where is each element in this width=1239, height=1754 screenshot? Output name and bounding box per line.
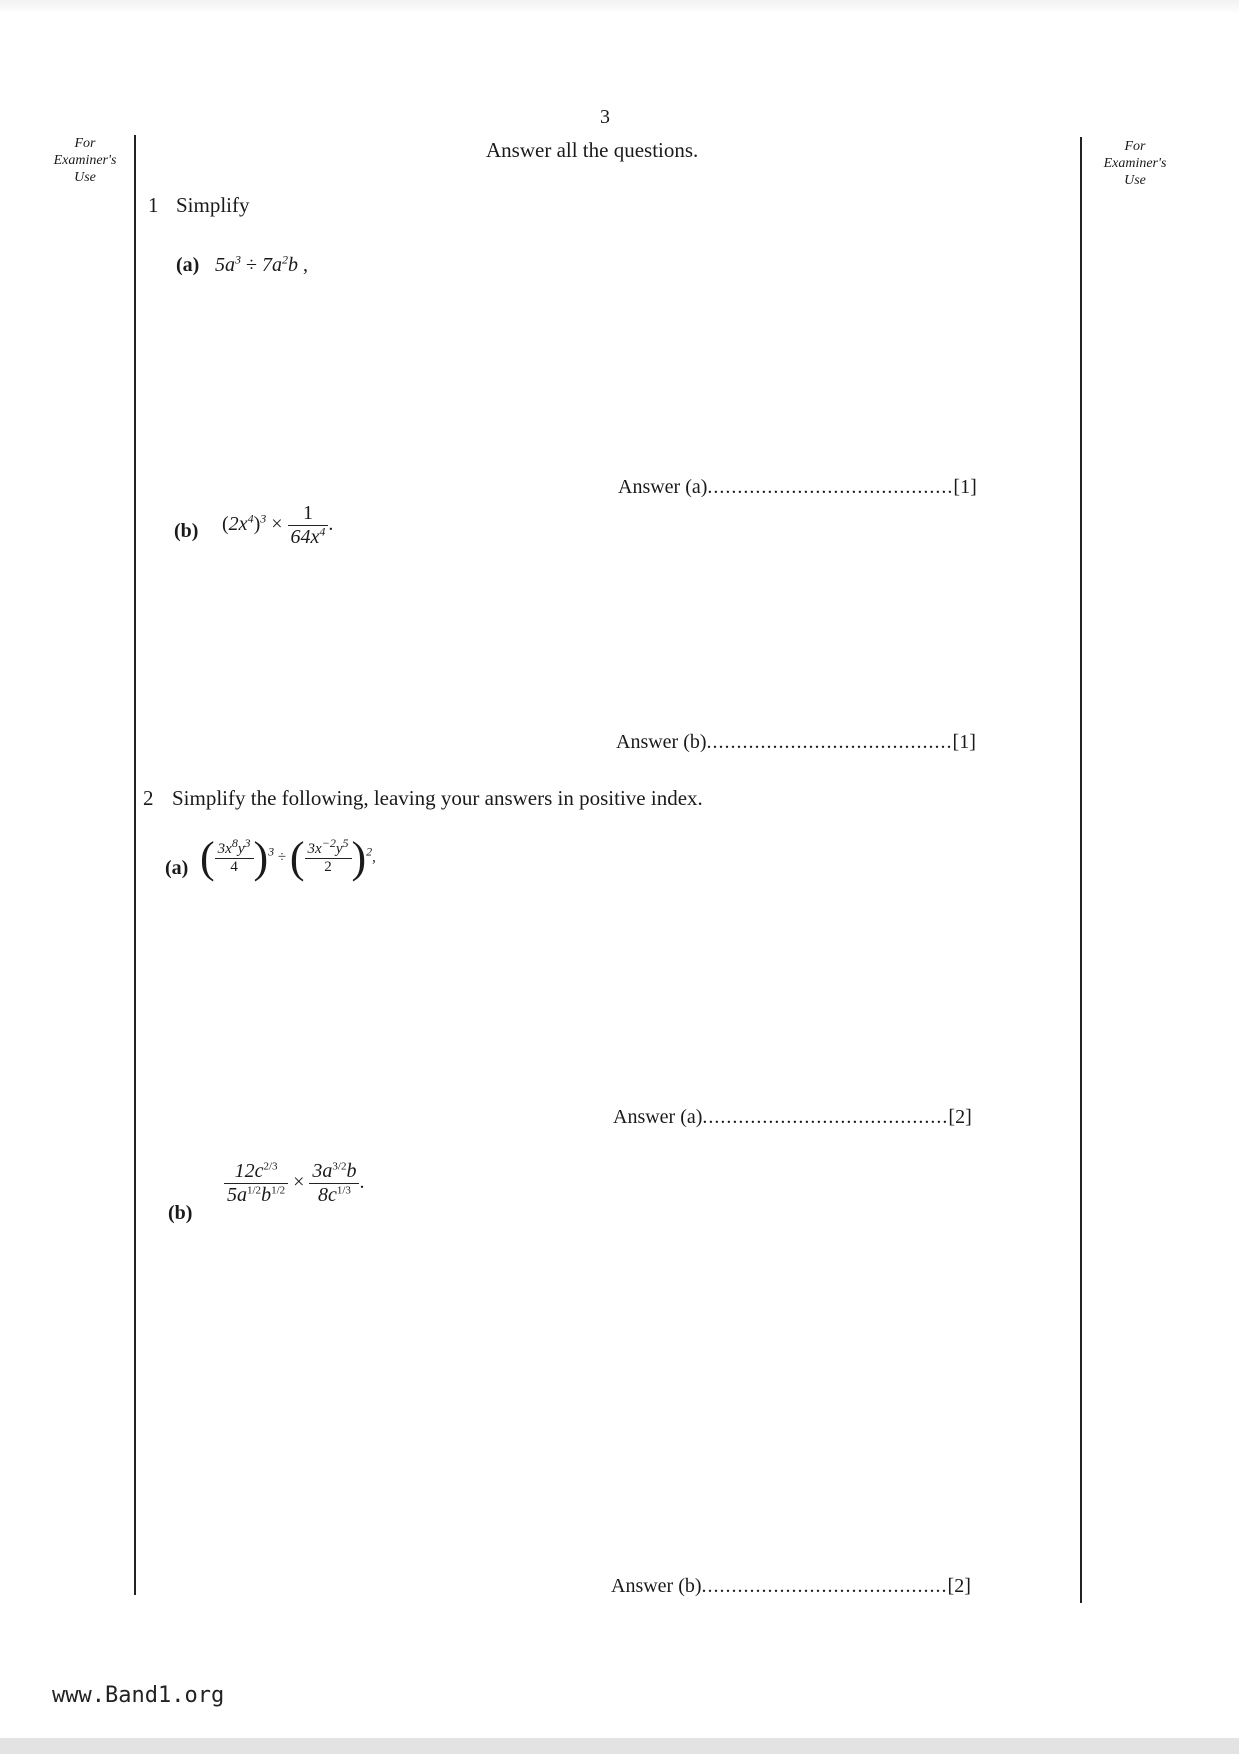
examiner-use-label-left: For Examiner's Use bbox=[53, 136, 117, 185]
answer-2a-line[interactable]: Answer (a).........................................[2] bbox=[613, 1106, 972, 1128]
question-2b-expression: $\frac{12c^{2/3}}{5a^{1/2}b^{1/2}}$ × $\frac{3a^{3/2}b}{8c^{1/3}}$ . bbox=[224, 1160, 364, 1207]
answer-1a-line[interactable]: Answer (a).........................................[1] bbox=[618, 476, 977, 498]
examiner-use-label-right: For Examiner's Use bbox=[1103, 139, 1167, 188]
margin-rule-right bbox=[1080, 137, 1082, 1603]
question-2a-label: (a) bbox=[165, 857, 189, 879]
scan-artifact-top bbox=[0, 0, 1239, 14]
question-1b-expression: $(2x^4)^3$ × $\frac{1}{64x^4}$ . bbox=[222, 502, 334, 548]
question-1a-label: (a) bbox=[176, 254, 200, 276]
question-2-text: Simplify the following, leaving your answers in positive index. bbox=[172, 786, 703, 810]
scan-artifact-bottom bbox=[0, 1738, 1239, 1754]
question-2b-label: (b) bbox=[168, 1202, 193, 1224]
answer-2b-line[interactable]: Answer (b).........................................[2] bbox=[611, 1575, 971, 1597]
question-1-text: Simplify bbox=[176, 193, 250, 217]
margin-rule-left bbox=[134, 135, 136, 1595]
question-2a-expression: ( $\frac{3x^8y^3}{4}$ )$^3$ ÷ ( $\frac{3x^{-2}y^5}{2}$ )$^2$, bbox=[200, 833, 376, 882]
footer-url: www.Band1.org bbox=[52, 1683, 225, 1708]
answer-1b-line[interactable]: Answer (b).........................................[1] bbox=[616, 731, 976, 753]
page-number: 3 bbox=[600, 106, 610, 128]
question-1a-expression: $5a^3 \div 7a^2b$ , bbox=[215, 252, 308, 276]
question-1-number: 1 bbox=[148, 193, 159, 217]
page-heading: Answer all the questions. bbox=[486, 138, 699, 162]
question-2-number: 2 bbox=[143, 786, 154, 810]
question-1b-label: (b) bbox=[174, 520, 199, 542]
